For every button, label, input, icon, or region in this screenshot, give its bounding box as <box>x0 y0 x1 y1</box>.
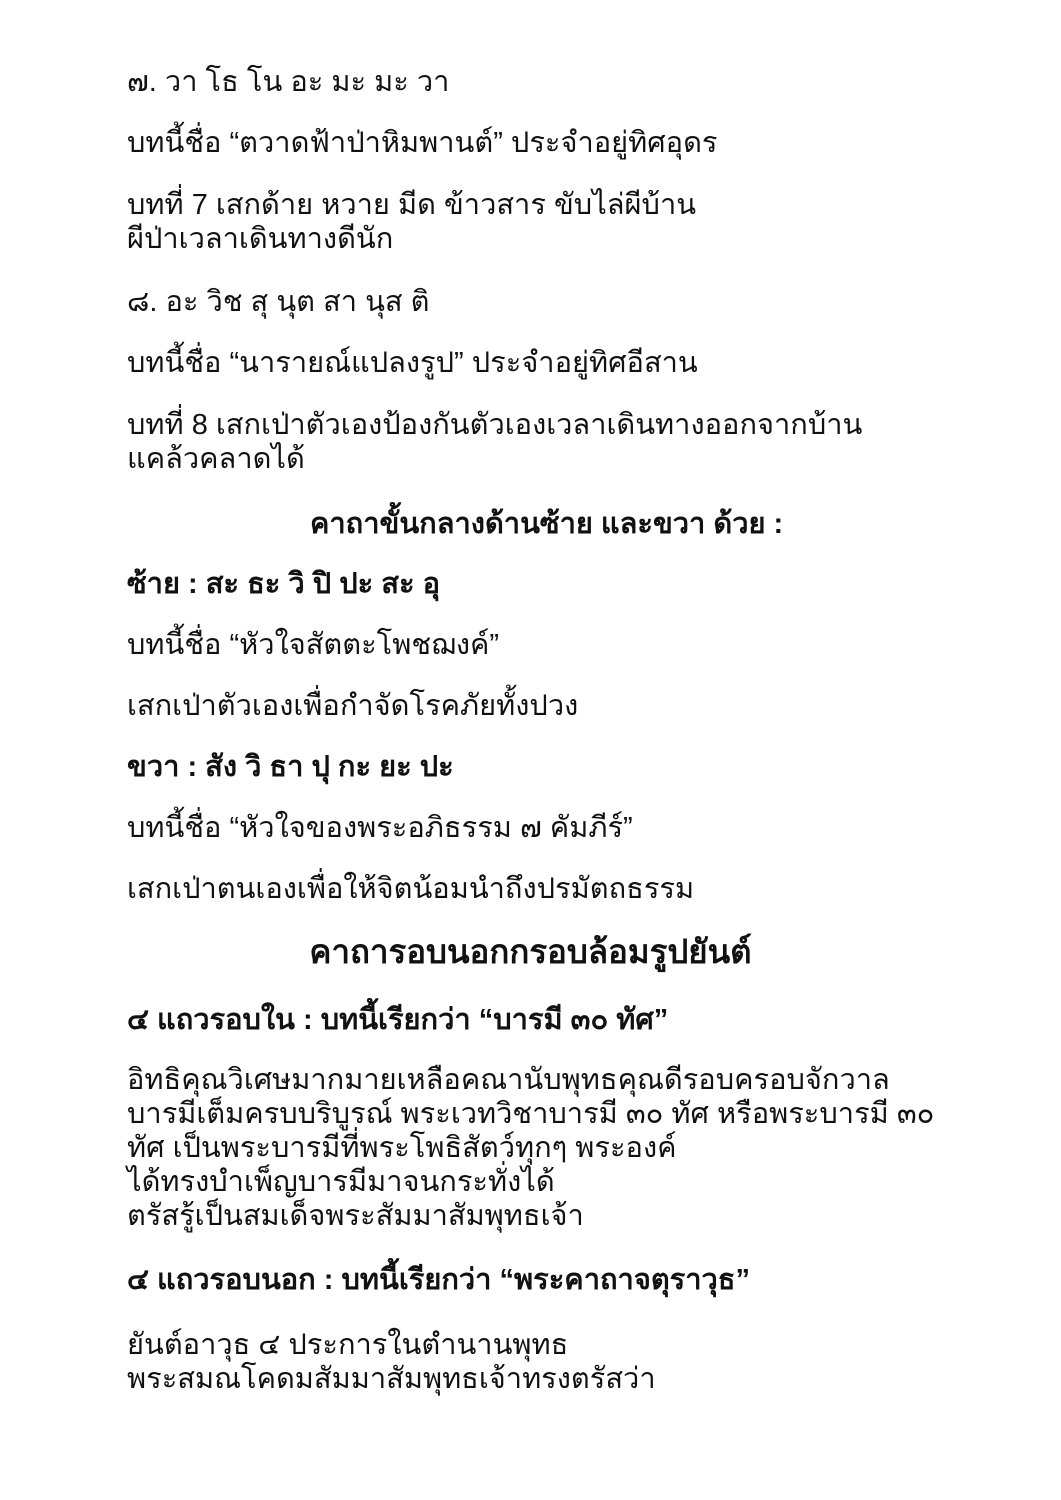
right-verse-name: บทนี้ชื่อ “หัวใจของพระอภิธรรม ๗ คัมภีร์” <box>127 812 633 844</box>
verse-8-description <box>127 408 862 476</box>
right-verse-description: เสกเป่าตนเองเพื่อให้จิตน้อมนำถึงปรมัตถธรรม <box>127 873 695 905</box>
outer-rows-description <box>127 1328 656 1396</box>
verse-7-name: บทนี้ชื่อ “ตวาดฟ้าป่าหิมพานต์” ประจำอยู่ทิศอุดร <box>127 127 718 159</box>
text-line: พระสมณโคดมสัมมาสัมพุทธเจ้าทรงตรัสว่า <box>127 1363 656 1395</box>
right-verse: ขวา : สัง วิ ธา ปุ กะ ยะ ปะ <box>127 751 454 783</box>
outer-rows-heading: ๔ แถวรอบนอก : บทนี้เรียกว่า “พระคาถาจตุราวุธ” <box>127 1264 750 1296</box>
text-line: บารมีเต็มครบบริบูรณ์ พระเวทวิชาบารมี ๓๐ ทัศ หรือพระบารมี ๓๐ <box>127 1098 935 1130</box>
text-line: ผีป่าเวลาเดินทางดีนัก <box>127 223 394 255</box>
text-line: บทที่ 7 เสกด้าย หวาย มีด ข้าวสาร ขับไล่ผีบ้าน <box>127 189 697 221</box>
left-verse: ซ้าย : สะ ธะ วิ ปิ ปะ สะ อุ <box>127 568 440 600</box>
text-line: ทัศ เป็นพระบารมีที่พระโพธิสัตว์ทุกๆ พระองค์ <box>127 1132 677 1164</box>
verse-8: ๘. อะ วิช สุ นุต สา นุส ติ <box>127 286 430 318</box>
middle-heading: คาถาขั้นกลางด้านซ้าย และขวา ด้วย : <box>310 508 784 540</box>
text-line: บทที่ 8 เสกเป่าตัวเองป้องกันตัวเองเวลาเดินทางออกจากบ้าน <box>127 409 863 441</box>
left-verse-description: เสกเป่าตัวเองเพื่อกำจัดโรคภัยทั้งปวง <box>127 690 579 722</box>
verse-7: ๗. วา โธ โน อะ มะ มะ วา <box>127 66 450 98</box>
text-line: แคล้วคลาดได้ <box>127 443 305 475</box>
inner-rows-heading: ๔ แถวรอบใน : บทนี้เรียกว่า “บารมี ๓๐ ทัศ” <box>127 1004 669 1036</box>
verse-8-name: บทนี้ชื่อ “นารายณ์แปลงรูป” ประจำอยู่ทิศอีสาน <box>127 347 698 379</box>
outer-heading: คาถารอบนอกกรอบล้อมรูปยันต์ <box>309 933 752 970</box>
text-line: อิทธิคุณวิเศษมากมายเหลือคณานับพุทธคุณดีรอบครอบจักวาล <box>127 1064 890 1096</box>
text-line: ได้ทรงบำเพ็ญบารมีมาจนกระทั่งได้ <box>127 1166 555 1198</box>
left-verse-name: บทนี้ชื่อ “หัวใจสัตตะโพชฌงค์” <box>127 629 500 661</box>
inner-rows-description <box>127 1063 934 1233</box>
verse-7-description <box>127 188 696 256</box>
text-line: ยันต์อาวุธ ๔ ประการในตำนานพุทธ <box>127 1329 569 1361</box>
text-line: ตรัสรู้เป็นสมเด็จพระสัมมาสัมพุทธเจ้า <box>127 1200 584 1232</box>
